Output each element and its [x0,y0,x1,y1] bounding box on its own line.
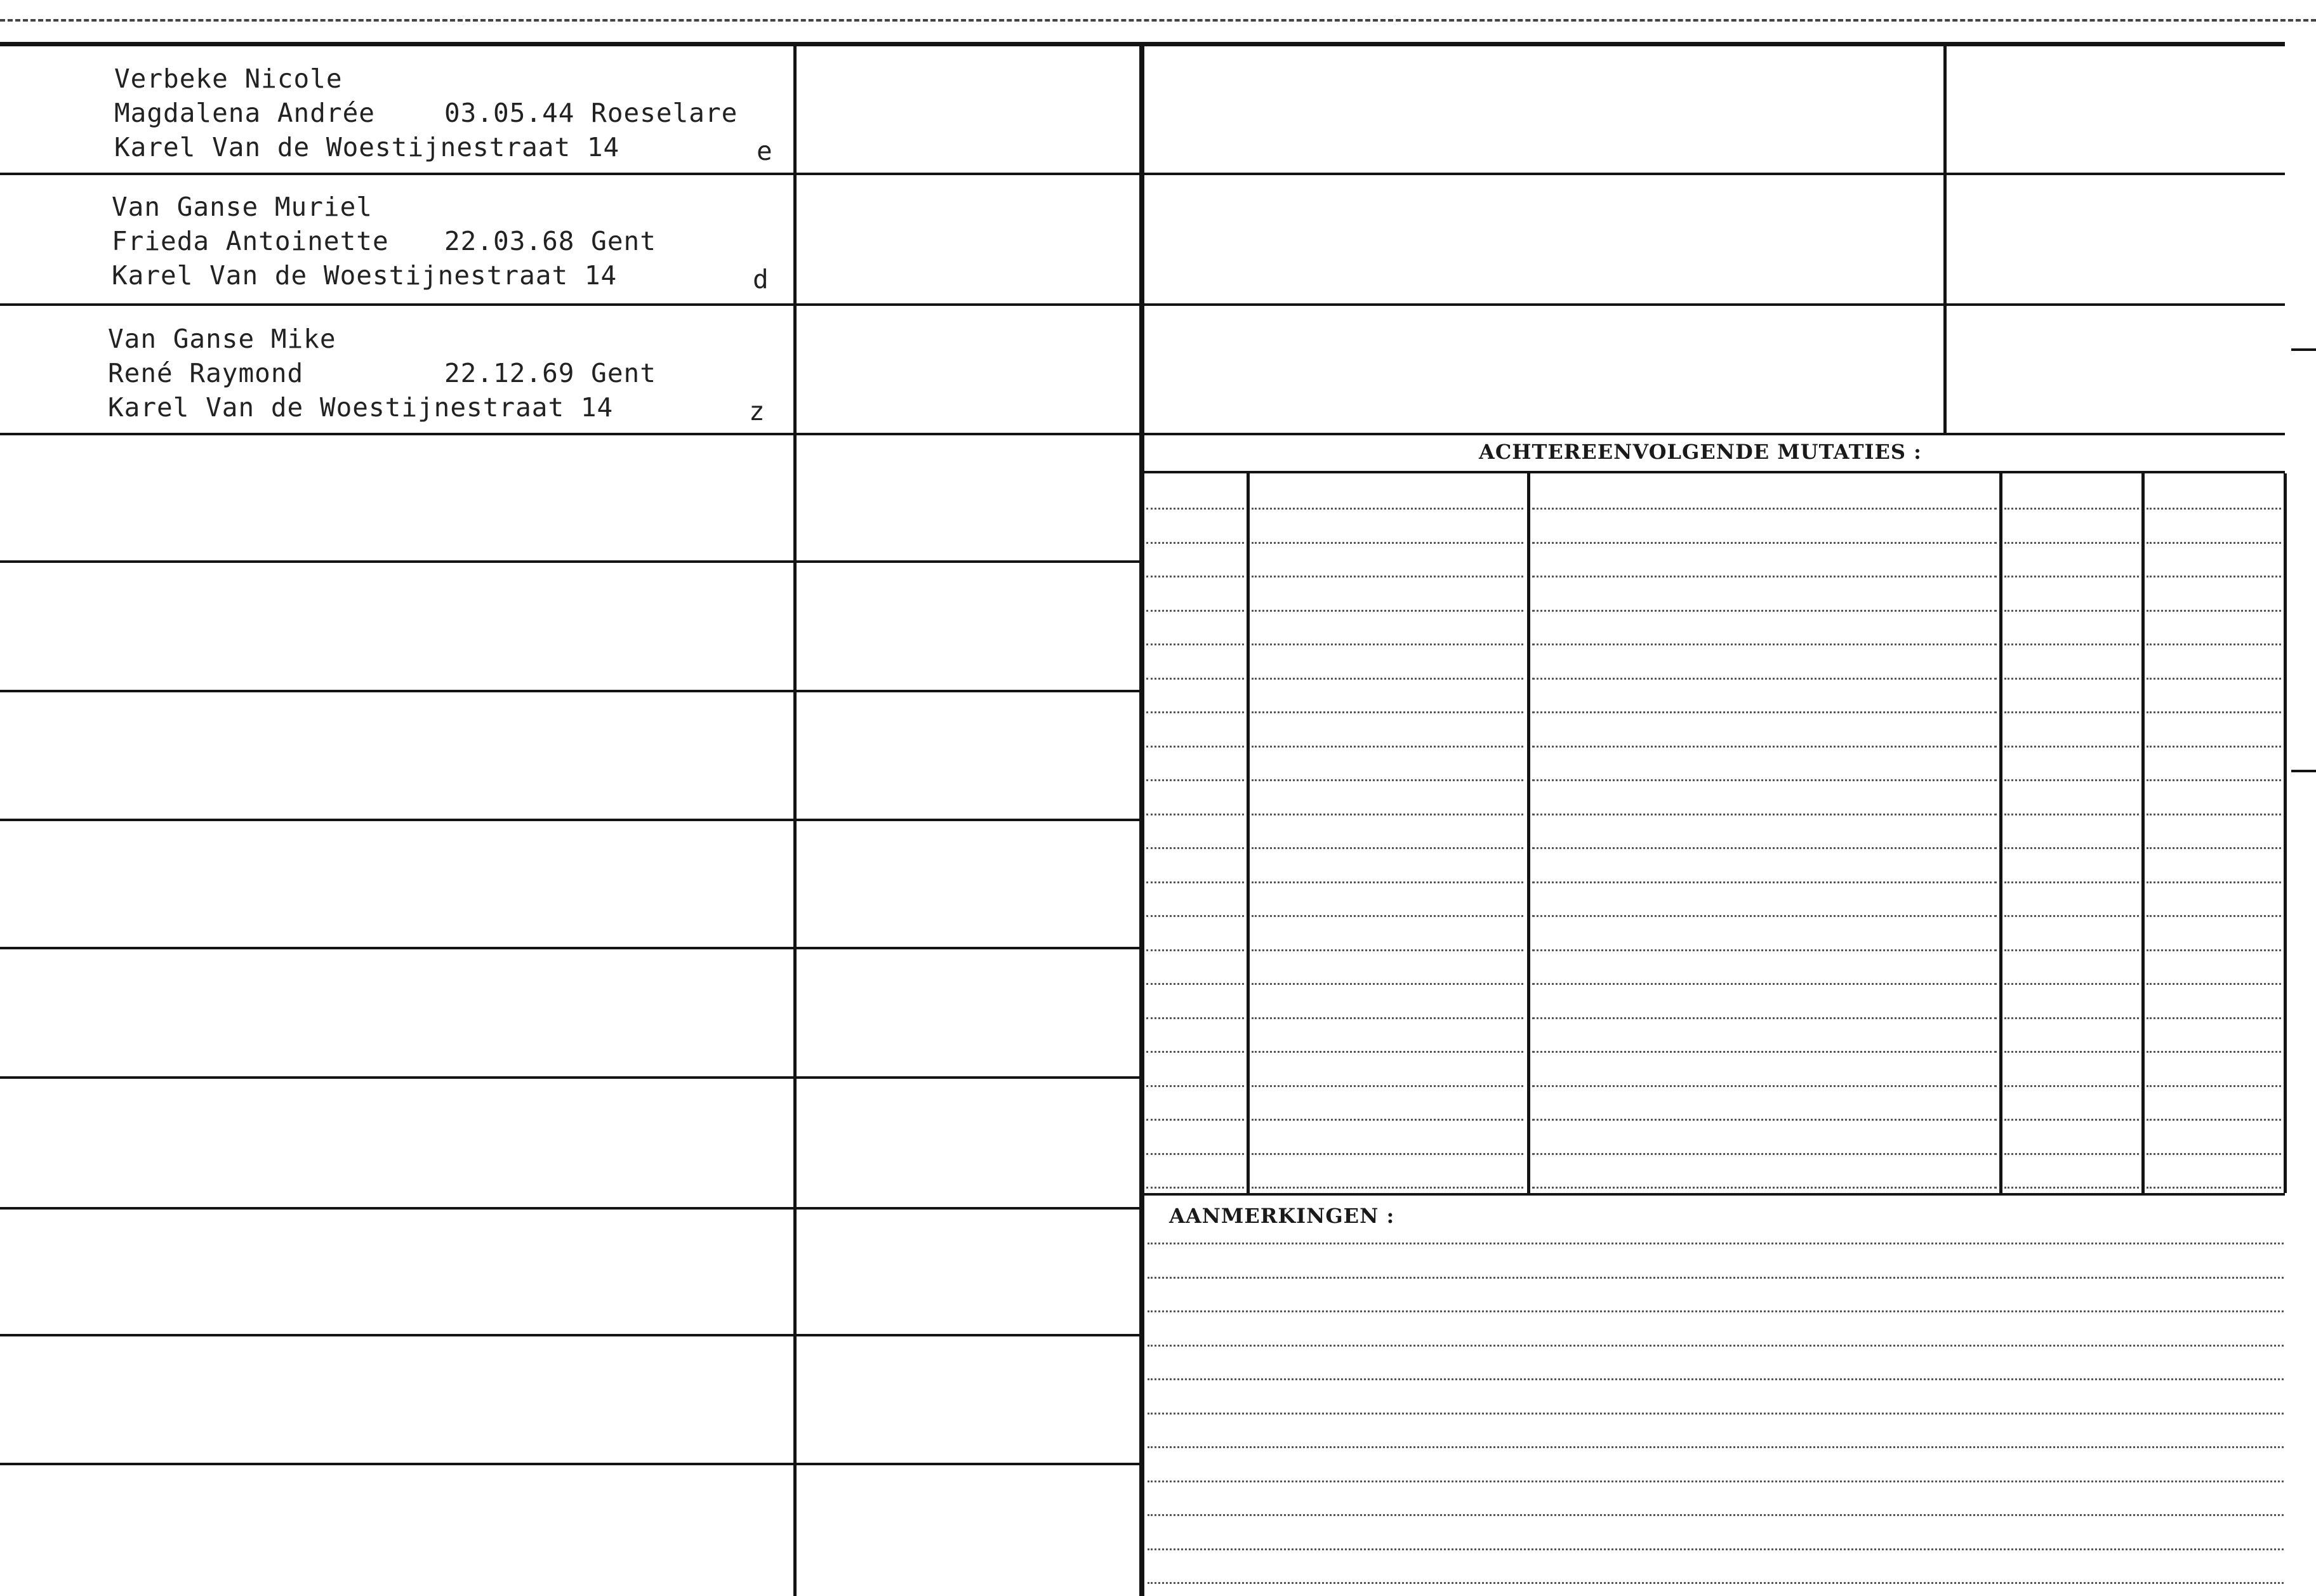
ruled-line [1148,1548,2284,1550]
ruled-line [1146,508,1244,510]
ruled-line [1148,1446,2284,1448]
ruled-line [2004,1051,2139,1053]
ruled-line [2004,508,2139,510]
ruled-line [2147,576,2281,577]
ruled-line [2147,610,2281,612]
ruled-line [2147,779,2281,781]
ruled-line [1146,1153,1244,1155]
ruled-line [1252,1051,1523,1053]
ruled-line [1252,711,1523,713]
ruled-line [1252,1085,1523,1087]
ruled-line [1252,915,1523,917]
ruled-line [1146,576,1244,577]
person-code: z [749,396,765,426]
person-address: Karel Van de Woestijnestraat 14 [114,132,620,162]
ruled-line [2004,1187,2139,1189]
ruled-line [2004,949,2139,951]
ruled-line [1532,1085,1997,1087]
ruled-line [2147,881,2281,883]
side-tick [2291,770,2316,772]
ruled-line [1252,881,1523,883]
ruled-line [1252,847,1523,849]
ruled-line [2004,1153,2139,1155]
ruled-line [1532,508,1997,510]
row-divider [1142,173,2285,175]
ruled-line [1252,983,1523,985]
row-divider [0,690,1142,692]
person-entry [0,306,787,433]
ruled-line [2147,643,2281,645]
ruled-line [1532,576,1997,577]
ruled-line [2004,678,2139,680]
ruled-line [1532,779,1997,781]
ruled-line [1532,746,1997,748]
center-divider [1139,42,1144,1596]
mutations-column-divider [1247,473,1250,1193]
ruled-line [2004,814,2139,815]
side-tick [2291,348,2316,351]
ruled-line [1532,711,1997,713]
ruled-line [2004,643,2139,645]
ruled-line [1146,1051,1244,1053]
ruled-line [1146,746,1244,748]
ruled-line [2147,814,2281,815]
ruled-line [1146,1085,1244,1087]
ruled-line [2147,678,2281,680]
ruled-line [2147,983,2281,985]
ruled-line [2004,881,2139,883]
ruled-line [1148,1277,2284,1279]
mutations-column-divider [2284,473,2287,1193]
ruled-line [1146,983,1244,985]
ruled-line [2004,542,2139,544]
ruled-line [2004,1017,2139,1019]
ruled-line [1252,643,1523,645]
ruled-line [1146,1187,1244,1189]
column-divider [1943,44,1947,433]
remarks-title: AANMERKINGEN : [1169,1204,1395,1228]
ruled-line [1252,779,1523,781]
person-address: Karel Van de Woestijnestraat 14 [108,392,614,423]
ruled-line [1146,1017,1244,1019]
mutations-title: ACHTEREENVOLGENDE MUTATIES : [1479,440,1922,464]
ruled-line [2147,1085,2281,1087]
ruled-line [1252,678,1523,680]
ruled-line [1252,610,1523,612]
ruled-line [1532,1051,1997,1053]
person-code: e [757,136,773,166]
ruled-line [1532,610,1997,612]
ruled-line [1252,814,1523,815]
ruled-line [1146,847,1244,849]
ruled-line [1148,1345,2284,1347]
ruled-line [2147,1051,2281,1053]
person-birth: 22.03.68 Gent [444,226,656,256]
ruled-line [2147,847,2281,849]
person-entry [0,175,787,303]
person-birth: 22.12.69 Gent [444,358,656,388]
mutations-column-divider [2141,473,2145,1193]
row-divider [0,1334,1142,1336]
ruled-line [1148,1582,2284,1584]
ruled-line [1252,1153,1523,1155]
ruled-line [2147,915,2281,917]
ruled-line [2147,1187,2281,1189]
ruled-line [1532,1187,1997,1189]
ruled-line [1252,746,1523,748]
mutations-table-top [1142,471,2285,473]
ruled-line [1146,1119,1244,1121]
person-entry [0,44,787,173]
ruled-line [1146,542,1244,544]
person-name: Van Ganse Mike [108,324,336,354]
ruled-line [1532,1153,1997,1155]
ruled-line [2004,1085,2139,1087]
mutations-column-divider [1527,473,1530,1193]
ruled-line [2004,711,2139,713]
ruled-line [2004,847,2139,849]
ruled-line [1532,881,1997,883]
ruled-line [1146,814,1244,815]
ruled-line [1146,949,1244,951]
row-divider [0,947,1142,949]
person-name: Verbeke Nicole [114,63,343,94]
ruled-line [1532,1017,1997,1019]
ruled-line [1148,1481,2284,1482]
ruled-line [1532,983,1997,985]
column-divider [793,44,797,1596]
ruled-line [2004,576,2139,577]
ruled-line [1148,1310,2284,1312]
person-code: d [753,264,769,294]
ruled-line [1252,1119,1523,1121]
mutations-table-bottom [1142,1193,2285,1196]
ruled-line [2004,746,2139,748]
ruled-line [1146,678,1244,680]
person-given-names: Magdalena Andrée [114,98,375,128]
ruled-line [2147,711,2281,713]
row-divider [0,560,1142,563]
ruled-line [1252,576,1523,577]
ruled-line [1532,1119,1997,1121]
ruled-line [1146,643,1244,645]
ruled-line [1252,949,1523,951]
ruled-line [1252,508,1523,510]
row-divider [0,1463,1142,1465]
row-divider [0,819,1142,821]
ruled-line [1252,1187,1523,1189]
ruled-line [1148,1413,2284,1415]
ruled-line [1146,881,1244,883]
ruled-line [2147,746,2281,748]
ruled-line [1146,711,1244,713]
ruled-line [1252,542,1523,544]
person-address: Karel Van de Woestijnestraat 14 [112,260,618,291]
ruled-line [1532,643,1997,645]
ruled-line [1148,1243,2284,1244]
mutations-column-divider [1999,473,2002,1193]
ruled-line [1146,915,1244,917]
ruled-line [2004,610,2139,612]
ruled-line [1532,915,1997,917]
row-divider [0,1207,1142,1210]
ruled-line [2004,1119,2139,1121]
ruled-line [1146,610,1244,612]
ruled-line [2147,1153,2281,1155]
row-divider [0,1076,1142,1079]
ruled-line [2147,508,2281,510]
person-given-names: Frieda Antoinette [112,226,389,256]
ruled-line [1532,847,1997,849]
ruled-line [1252,1017,1523,1019]
ruled-line [1532,949,1997,951]
person-name: Van Ganse Muriel [112,192,373,222]
ruled-line [1532,814,1997,815]
person-given-names: René Raymond [108,358,304,388]
ruled-line [2147,1119,2281,1121]
ruled-line [2004,779,2139,781]
row-divider [1142,303,2285,306]
ruled-line [1148,1514,2284,1516]
person-birth: 03.05.44 Roeselare [444,98,738,128]
ruled-line [2004,915,2139,917]
ruled-line [2147,542,2281,544]
ruled-line [1532,542,1997,544]
ruled-line [2147,949,2281,951]
ruled-line [1532,678,1997,680]
ruled-line [2147,1017,2281,1019]
ruled-line [1146,779,1244,781]
top-perforation-line [0,19,2316,22]
ruled-line [2004,983,2139,985]
ruled-line [1148,1378,2284,1380]
